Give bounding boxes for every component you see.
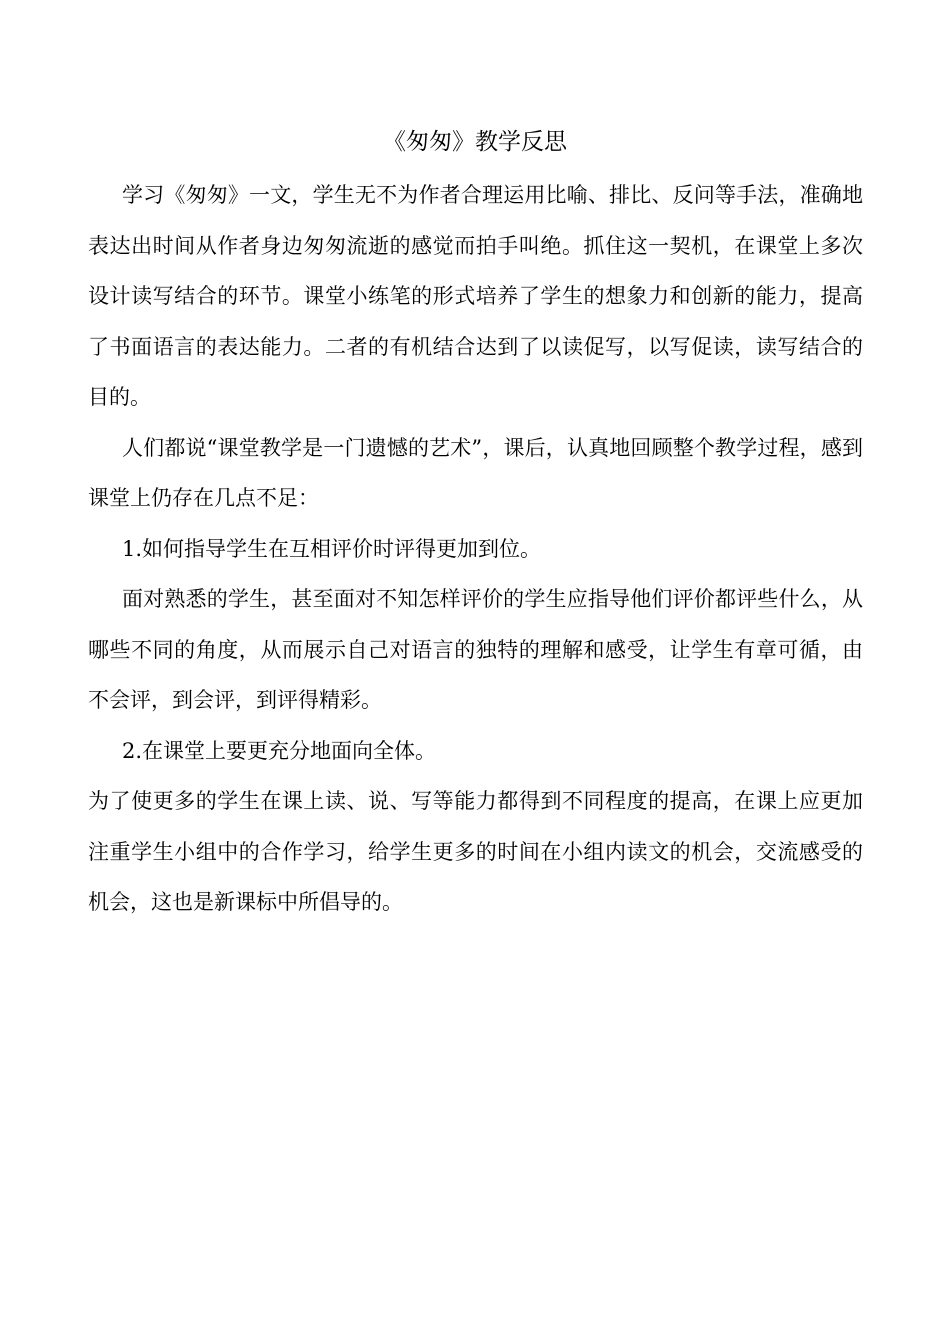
paragraph-point-1-detail: 面对熟悉的学生，甚至面对不知怎样评价的学生应指导他们评价都评些什么，从哪些不同的角度，从而展示自己对语言的独特的理解和感受，让学生有章可循，由不会评，到会评，到评得精彩。 xyxy=(88,587,863,712)
paragraph-point-1-heading: 1.如何指导学生在互相评价时评得更加到位。 xyxy=(122,536,542,561)
paragraph-point-2-detail: 为了使更多的学生在课上读、说、写等能力都得到不同程度的提高，在课上应更加注重学生小组中的合作学习，给学生更多的时间在小组内读文的机会，交流感受的机会，这也是新课标中所倡导的。 xyxy=(88,789,863,914)
document-title: 《匆匆》教学反思 xyxy=(383,129,567,155)
paragraph-shortcomings: 人们都说“课堂教学是一门遗憾的艺术”，课后，认真地回顾整个教学过程，感到课堂上仍存在几点不足： xyxy=(88,435,863,510)
paragraph-point-2-heading: 2.在课堂上要更充分地面向全体。 xyxy=(122,738,437,763)
paragraph-intro: 学习《匆匆》一文，学生无不为作者合理运用比喻、排比、反问等手法，准确地表达出时间从作者身边匆匆流逝的感觉而拍手叫绝。抓住这一契机，在课堂上多次设计读写结合的环节。课堂小练笔的形式培养了学生的想象力和创新的能力，提高了书面语言的表达能力。二者的有机结合达到了以读促写，以写促读，读写结合的目的。 xyxy=(88,183,863,409)
document-body xyxy=(88,170,863,928)
